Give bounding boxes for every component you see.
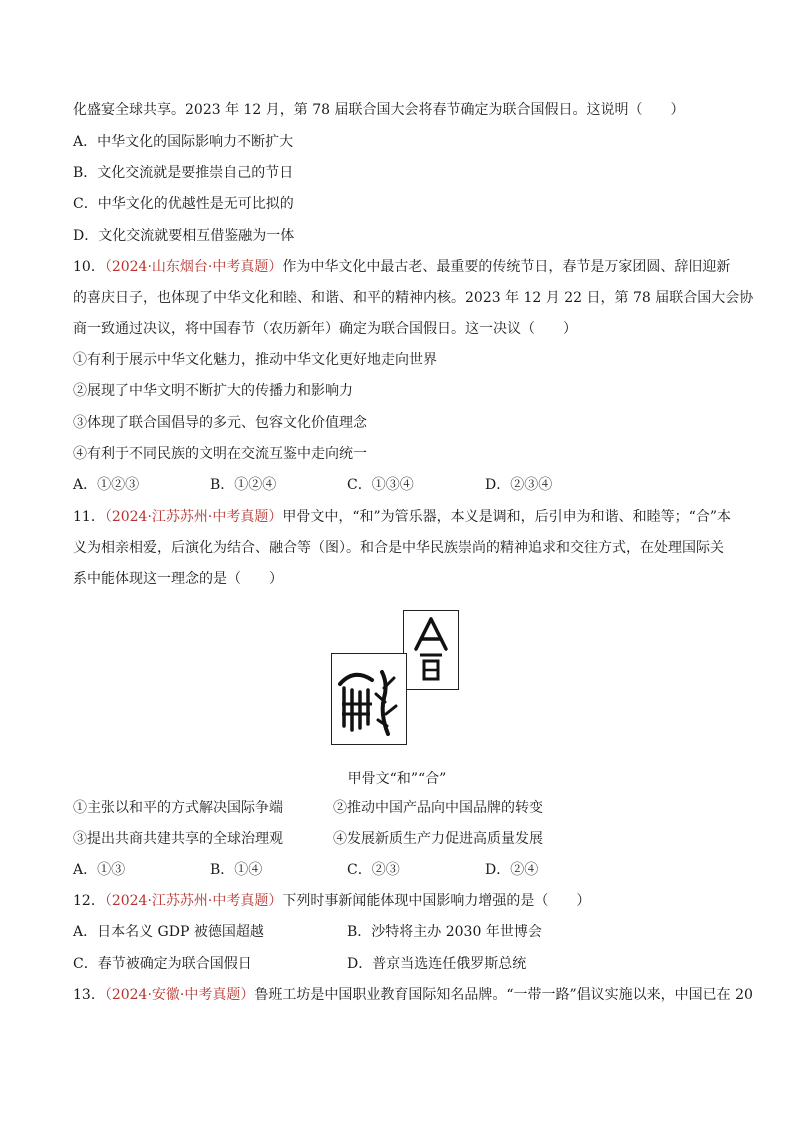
q11-choice-b: B．①④ xyxy=(210,862,263,878)
q12-source-tag: （2024·江苏苏州·中考真题） xyxy=(104,893,283,909)
q12-option-c: C．春节被确定为联合国假日 xyxy=(73,956,252,972)
q10-number: 10． xyxy=(73,259,105,275)
q11-stem-line1 xyxy=(73,507,731,527)
q10-stem-line2: 的喜庆日子，也体现了中华文化和睦、和谐、和平的精神内核。2023 年 12 月 22 日，第 78 届联合国大会协 xyxy=(73,290,754,306)
hu-glyph-box xyxy=(331,653,407,745)
q12-option-b: B．沙特将主办 2030 年世博会 xyxy=(347,924,542,940)
q11-choice-d: D．②④ xyxy=(485,862,539,878)
he-glyph-icon xyxy=(404,611,458,689)
q9-stem: 化盛宴全球共享。2023 年 12 月，第 78 届联合国大会将春节确定为联合国假日。这说明（ ） xyxy=(73,102,685,118)
q12-option-d: D．普京当选连任俄罗斯总统 xyxy=(347,956,527,972)
q11-statement-2: ②推动中国产品向中国品牌的转变 xyxy=(333,800,543,816)
q11-statement-4: ④发展新质生产力促进高质量发展 xyxy=(333,831,543,847)
q9-option-d: D．文化交流就要相互借鉴融为一体 xyxy=(73,228,295,244)
q10-choice-a: A．①②③ xyxy=(73,477,140,493)
q11-number: 11． xyxy=(73,509,105,525)
q10-choice-c: C．①③④ xyxy=(347,477,414,493)
q10-stem-line1 xyxy=(73,257,730,277)
q11-text: 甲骨文中，“和”为管乐器，本义是调和，后引申为和谐、和睦等；“合”本 xyxy=(282,509,731,525)
q13-number: 13． xyxy=(73,987,105,1003)
q13-source-tag: （2024·安徽·中考真题） xyxy=(104,987,255,1003)
q9-option-c: C．中华文化的优越性是无可比拟的 xyxy=(73,196,294,212)
q12-option-a: A．日本名义 GDP 被德国超越 xyxy=(73,924,264,940)
q10-stem-line3: 商一致通过决议，将中国春节（农历新年）确定为联合国假日。这一决议（ ） xyxy=(73,321,577,337)
q12-text: 下列时事新闻能体现中国影响力增强的是（ ） xyxy=(282,893,591,909)
q10-choice-d: D．②③④ xyxy=(485,477,553,493)
q13-stem xyxy=(73,985,753,1005)
q10-statement-2: ②展现了中华文明不断扩大的传播力和影响力 xyxy=(73,383,353,399)
q13-text: 鲁班工坊是中国职业教育国际知名品牌。“一带一路”倡议实施以来，中国已在 20 xyxy=(254,987,753,1003)
q10-statement-3: ③体现了联合国倡导的多元、包容文化价值理念 xyxy=(73,415,367,431)
hu-glyph-icon xyxy=(332,654,406,744)
q10-choice-b: B．①②④ xyxy=(210,477,277,493)
figure-caption: 甲骨文“和”“合” xyxy=(347,771,447,787)
q11-choice-a: A．①③ xyxy=(73,862,126,878)
q9-option-b: B．文化交流就是要推崇自己的节日 xyxy=(73,165,294,181)
q11-statement-1: ①主张以和平的方式解决国际争端 xyxy=(73,800,283,816)
q9-option-a: A．中华文化的国际影响力不断扩大 xyxy=(73,134,294,150)
q10-statement-4: ④有利于不同民族的文明在交流互鉴中走向统一 xyxy=(73,446,367,462)
q10-source-tag: （2024·山东烟台·中考真题） xyxy=(104,259,283,275)
q11-stem-line2: 义为相亲相爱，后演化为结合、融合等（图）。和合是中华民族崇尚的精神追求和交往方式，在处理国际关 xyxy=(73,540,724,556)
oracle-bone-figure xyxy=(331,608,461,748)
q10-statement-1: ①有利于展示中华文化魅力，推动中华文化更好地走向世界 xyxy=(73,352,437,368)
q11-source-tag: （2024·江苏苏州·中考真题） xyxy=(104,509,283,525)
he-glyph-box xyxy=(403,610,459,690)
q11-statement-3: ③提出共商共建共享的全球治理观 xyxy=(73,831,283,847)
q11-stem-line3: 系中能体现这一理念的是（ ） xyxy=(73,571,283,587)
q12-number: 12． xyxy=(73,893,105,909)
q10-text: 作为中华文化中最古老、最重要的传统节日，春节是万家团圆、辞旧迎新 xyxy=(282,259,731,275)
q11-choice-c: C．②③ xyxy=(347,862,400,878)
q12-stem xyxy=(73,891,590,911)
